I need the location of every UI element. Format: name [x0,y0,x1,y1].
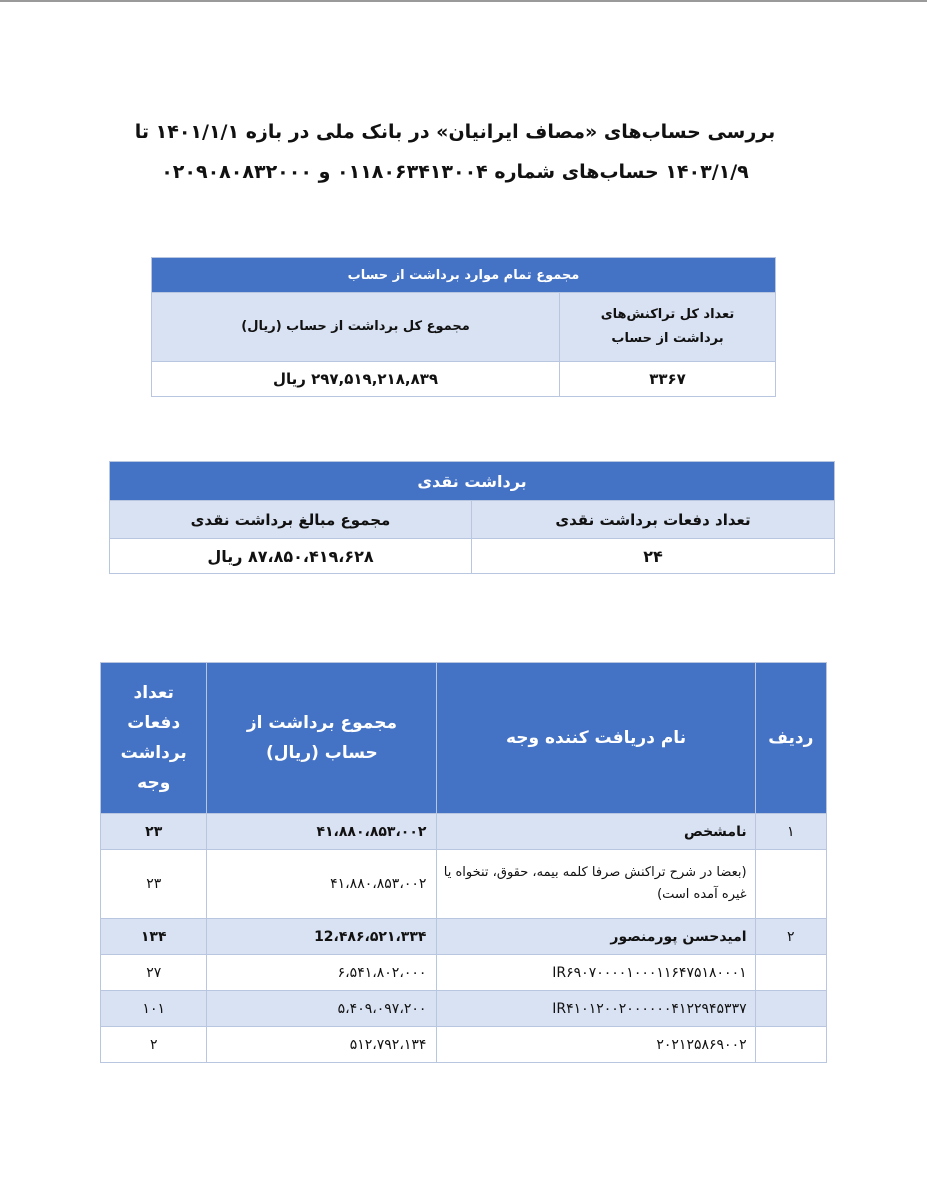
row-name: IR۴۱۰۱۲۰۰۲۰۰۰۰۰۰۴۱۲۲۹۴۵۳۳۷ [437,991,755,1027]
row-sum: ۴۱،۸۸۰،۸۵۳،۰۰۲ [207,850,437,919]
summary-col-count [560,293,776,362]
summary-table-header: مجموع تمام موارد برداشت از حساب [152,258,776,293]
table-row [101,955,827,991]
row-name [437,850,755,919]
cash-total-value: ۸۷،۸۵۰،۴۱۹،۶۲۸ ریال [110,539,472,574]
row-count: ۲۳ [101,850,207,919]
table-row [101,850,827,919]
detail-col-sum-label: مجموع برداشت از حساب (ریال) [246,713,397,763]
summary-col-total: مجموع کل برداشت از حساب (ریال) [152,293,560,362]
cash-table-header: برداشت نقدی [110,462,835,501]
table-row [101,814,827,850]
table-row [101,991,827,1027]
row-count: ۲۷ [101,955,207,991]
summary-total-value: ۲۹۷,۵۱۹,۲۱۸,۸۳۹ ریال [152,362,560,397]
cash-table [109,461,835,574]
row-name-note: (بعضا در شرح تراکنش صرفا کلمه بیمه، حقوق، تنخواه یا غیره آمده است) [443,865,747,902]
row-name: نامشخص [437,814,755,850]
row-name: امیدحسن پورمنصور [437,919,755,955]
row-sum: ۴۱،۸۸۰،۸۵۳،۰۰۲ [207,814,437,850]
row-radif [755,1027,826,1063]
detail-col-count [101,663,207,814]
row-radif: ۲ [755,919,826,955]
cash-col-total: مجموع مبالغ برداشت نقدی [110,501,472,539]
summary-table [151,257,776,397]
row-count: ۲ [101,1027,207,1063]
row-count: ۱۰۱ [101,991,207,1027]
row-radif [755,955,826,991]
detail-col-sum [207,663,437,814]
row-sum: ۵۱۲،۷۹۲،۱۳۴ [207,1027,437,1063]
cash-count-value: ۲۴ [472,539,835,574]
detail-col-name: نام دریافت کننده وجه [437,663,755,814]
row-sum: 12،۴۸۶،۵۲۱،۳۳۴ [207,919,437,955]
page-title: بررسی حساب‌های «مصاف ایرانیان» در بانک ملی در بازه ۱۴۰۱/۱/۱ تا ۱۴۰۳/۱/۹ حساب‌های شماره ۰۱۱۸۰۶۳۴۱۳۰۰۴ و ۰۲۰۹۰۸۰۸۳۲۰۰۰ [134,121,776,183]
table-row [101,1027,827,1063]
row-count: ۲۳ [101,814,207,850]
summary-col-count-label: تعداد کل تراکنش‌های برداشت از حساب [600,307,735,346]
detail-col-count-label: تعداد دفعات برداشت وجه [120,683,187,793]
row-radif [755,991,826,1027]
row-name: ۲۰۲۱۲۵۸۶۹۰۰۲ [437,1027,755,1063]
detail-table [100,662,827,1063]
row-sum: ۵،۴۰۹،۰۹۷،۲۰۰ [207,991,437,1027]
detail-col-radif: ردیف [755,663,826,814]
row-radif: ۱ [755,814,826,850]
row-sum: ۶،۵۴۱،۸۰۲،۰۰۰ [207,955,437,991]
table-row [101,919,827,955]
cash-col-count: تعداد دفعات برداشت نقدی [472,501,835,539]
top-border-line [0,0,927,2]
row-radif [755,850,826,919]
row-count: ۱۳۴ [101,919,207,955]
row-name: IR۶۹۰۷۰۰۰۰۱۰۰۰۱۱۶۴۷۵۱۸۰۰۰۱ [437,955,755,991]
summary-count-value: ۳۳۶۷ [560,362,776,397]
